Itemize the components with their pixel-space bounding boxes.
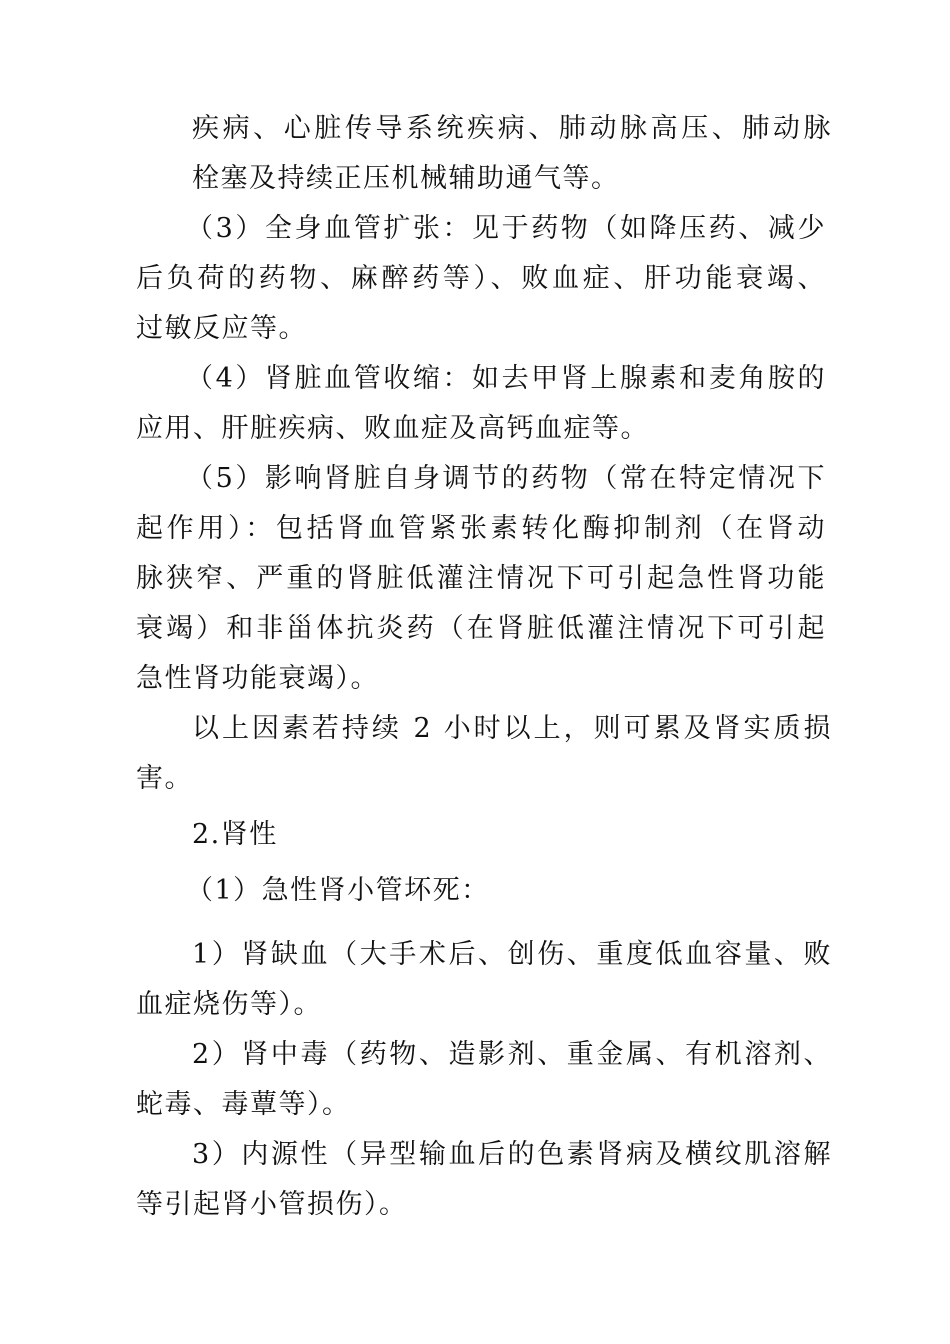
text-line: 1）肾缺血（大手术后、创伤、重度低血容量、败 (192, 939, 832, 970)
text-line: 急性肾功能衰竭）。 (136, 663, 379, 694)
section-heading: 2.肾性 (192, 819, 278, 850)
text-line: 疾病、心脏传导系统疾病、肺动脉高压、肺动脉 (192, 113, 832, 144)
text-line: 以上因素若持续 2 小时以上，则可累及肾实质损 (192, 713, 832, 744)
text-line: 3）内源性（异型输血后的色素肾病及横纹肌溶解 (192, 1139, 832, 1170)
text-line: 等引起肾小管损伤）。 (136, 1189, 408, 1220)
text-line: （5）影响肾脏自身调节的药物（常在特定情况下 (186, 463, 826, 494)
text-line: 栓塞及持续正压机械辅助通气等。 (192, 163, 620, 194)
text-line: （4）肾脏血管收缩：如去甲肾上腺素和麦角胺的 (186, 363, 826, 394)
text-line: 脉狭窄、严重的肾脏低灌注情况下可引起急性肾功能 (136, 563, 826, 594)
text-line: （3）全身血管扩张：见于药物（如降压药、减少 (186, 213, 826, 244)
text-line: 后负荷的药物、麻醉药等）、败血症、肝功能衰竭、 (136, 263, 826, 294)
subsection-heading: （1）急性肾小管坏死： (186, 875, 490, 906)
text-line: 2）肾中毒（药物、造影剂、重金属、有机溶剂、 (192, 1039, 832, 1070)
text-line: 害。 (136, 763, 193, 794)
text-line: 血症烧伤等）。 (136, 989, 322, 1020)
text-line: 过敏反应等。 (136, 313, 307, 344)
text-line: 起作用）：包括肾血管紧张素转化酶抑制剂（在肾动 (136, 513, 826, 544)
text-line: 蛇毒、毒蕈等）。 (136, 1089, 351, 1120)
text-line: 衰竭）和非甾体抗炎药（在肾脏低灌注情况下可引起 (136, 613, 826, 644)
text-line: 应用、肝脏疾病、败血症及高钙血症等。 (136, 413, 649, 444)
